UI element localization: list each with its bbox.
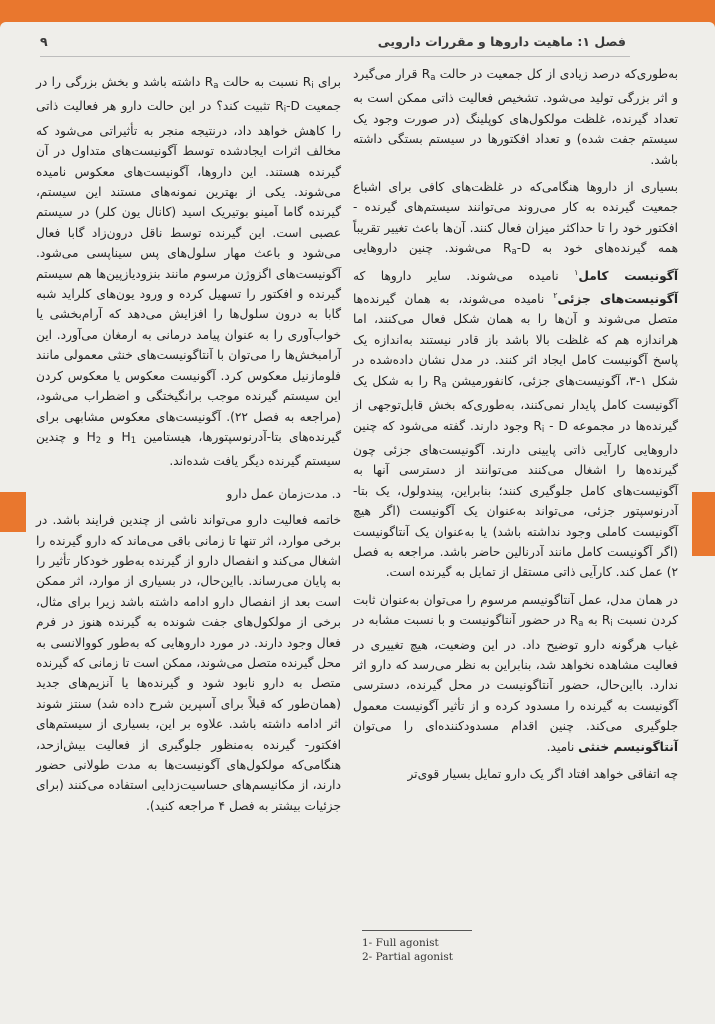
running-header: [40, 30, 630, 57]
footnote-1: 1- Full agonist: [362, 937, 439, 949]
right-thumb-tab: [692, 492, 715, 556]
paragraph: بسیاری از داروها هنگامی‌که در غلظت‌های کافی برای اشباع جمعیت گیرنده به کار می‌روند می‌توانند سیستم‌های گیرنده - افکتور خود را تا حداکثر میزان فعال کنند. آن‌ها باعث تغییر تقریباً همه گیرنده‌های خود به $R_a-D$ می‌شوند. چنین داروهایی آگونیست کامل$^۱$ نامیده می‌شوند. سایر داروها که آگونیست‌های جزئی$^۲$ نامیده می‌شوند، به همان گیرنده‌ها متصل می‌شوند و آن‌ها را به همان شکل فعال می‌کنند، اما هراندازه هم که غلظت بالا باشد باز قادر نیستند به‌اندازه یک پاسخ آگونیست کامل ایجاد اثر کنند. در مدل نشان داده‌شده در شکل ۱-۳، آگونیست‌های جزئی، کانفورمیشن $R_a$ را به شکل یک آگونیست کامل پایدار نمی‌کنند، به‌طوری‌که بخش قابل‌توجهی از گیرنده‌ها در مجموعه $R_i$ - D وجود دارند. گفته می‌شود که چنین داروهایی کارآیی ذاتی پایینی دارند. آگونیست‌های جزئی چون گیرنده‌ها را اشغال می‌کنند می‌توانند از دسترسی آنها به آگونیست‌های کامل جلوگیری کنند؛ بنابراین، پیندولول، یک بتا- آدرنوسپتور جزئی، می‌تواند به‌عنوان یک آگونیست (اگر هیچ آگونیست کاملی وجود نداشته باشد) یا به‌عنوان یک آنتاگونیست (اگر آگونیست کامل مانند آدرنالین حاضر باشد. مراجعه به فصل ۲) عمل کند. کارآیی ذاتی مستقل از تمایل به گیرنده است.: [353, 180, 679, 580]
chapter-title: فصل ۱: ماهیت داروها و مقررات دارویی: [377, 34, 626, 49]
term-neutral-antagonism: آنتاگونیسم خنثی: [578, 739, 678, 754]
paragraph: چه اتفاقی خواهد افتاد اگر یک دارو تمایل بسیار قوی‌تر: [407, 767, 678, 781]
left-column: [36, 72, 341, 816]
footnotes: [362, 936, 453, 964]
footnote-marker: ۱: [574, 267, 579, 277]
paragraph: برای $R_i$ نسبت به حالت $R_a$ داشته باشد و بخش بزرگی را در جمعیت $R_i-D$ تثبیت کند؟ در این حالت دارو هر فعالیت ذاتی را کاهش خواهد داد، درنتیجه منجر به تأثیراتی می‌شود که مخالف اثرات ایجادشده توسط آگونیست‌های متداول در آن گیرنده هستند. این داروها، آگونیست‌های معکوس نامیده می‌شوند. یکی از بهترین نمونه‌های مستند این سیستم، گیرنده گاما آمینو بوتیریک اسید (کانال یون کلر) در سیستم عصبی است. این گیرنده توسط ناقل درون‌زاد گابا فعال می‌شود و باعث مهار سلول‌های پس سیناپسی می‌شود. آگونیست‌های اگزوژن مرسوم مانند بنزودیازپین‌ها هم سیستم گیرنده و افکتور را تسهیل کرده و ورود یون‌های کلراید شبه گابا به درون سلول‌ها را افزایش می‌دهد که آرام‌بخشی یا خواب‌آوری را به عنوان پیامد درمانی به ارمغان می‌آورد. این آرامبخش‌ها را می‌توان با آنتاگونیست‌های خنثی معمولی مانند فلومازنیل معکوس کرد. آگونیست معکوس یا معکوس کردن این سیستم گیرنده موجب برانگیختگی و اضطراب می‌شود، (مراجعه به فصل ۲۲). آگونیست‌های معکوس مشابهی برای گیرنده‌های بتا-آدرنوسپتورها، هیستامین $H_1$ و $H_2$ و چندین سیستم گیرنده دیگر یافت شده‌اند.: [36, 75, 342, 469]
footnote-2: 2- Partial agonist: [362, 951, 454, 963]
section-heading: د. مدت‌زمان عمل دارو: [226, 486, 341, 501]
left-thumb-tab: [0, 492, 26, 532]
right-column: [353, 64, 678, 784]
footnote-marker: ۲: [553, 291, 558, 301]
term-partial-agonist: آگونیست‌های جزئی: [557, 292, 678, 307]
footnote-divider: [362, 930, 472, 931]
paragraph: به‌طوری‌که درصد زیادی از کل جمعیت در حالت $R_a$ قرار می‌گیرد و اثر بزرگی تولید می‌شود. تشخیص فعالیت ذاتی ممکن است به تعداد گیرنده، غلظت مولکول‌های کوپلینگ (در صورت وجود یک سیستم جفت شده) و تعداد افکتورها در سیستم بستگی داشته باشد.: [353, 67, 679, 167]
page-number: ۹: [40, 34, 48, 49]
paragraph: خاتمه فعالیت دارو می‌تواند ناشی از چندین فرایند باشد. در برخی موارد، اثر تنها تا زمانی باقی می‌ماند که دارو گیرنده را اشغال می‌کند و انفصال دارو از گیرنده به‌طور خودکار تأثیر را به پایان می‌رساند. بااین‌حال، در بسیاری از موارد، اثر ممکن است بعد از انفصال دارو ادامه داشته باشد زیرا برای مثال، برخی از مولکول‌های جفت شونده به گیرنده هنوز در فرم فعال وجود دارند. در مورد داروهایی که به‌طور کووالانسی به محل گیرنده متصل می‌شوند، ممکن است تا زمانی که گیرنده متصل به دارو نابود شود و گیرنده‌ها یا آنزیم‌های جدید (همان‌طور که قبلاً برای آسپرین شرح داده شد) سنتز شوند اثر ادامه داشته باشد. علاوه بر این، بسیاری از سیستم‌های افکتور- گیرنده به‌منظور جلوگیری از فعالیت بیش‌از‌حد، هنگامی‌که مولکول‌های آگونیست‌ها به مدت طولانی حضور دارند، از مکانیسم‌های حساسیت‌زدایی استفاده می‌کنند (برای جزئیات بیشتر به فصل ۴ مراجعه کنید).: [36, 513, 341, 813]
term-full-agonist: آگونیست کامل: [578, 268, 678, 283]
paragraph: در همان مدل، عمل آنتاگونیسم مرسوم را می‌توان به‌عنوان ثابت کردن نسبت $R_i$ به $R_a$ در حضور آنتاگونیست و با نسبت مشابه در غیاب هرگونه دارو توضیح داد. در این وضعیت، هیچ تغییری در فعالیت مشاهده نخواهد شد، بنابراین به نظر می‌رسد که دارو اثر ندارد. بااین‌حال، حضور آنتاگونیست در محل گیرنده، دسترسی آگونیست به گیرنده را مسدود کرده و از تأثیر آگونیست معمول جلوگیری می‌کند. چنین اقدام مسدودکننده‌ای را می‌توان آنتاگونیسم خنثی نامید.: [353, 592, 679, 754]
